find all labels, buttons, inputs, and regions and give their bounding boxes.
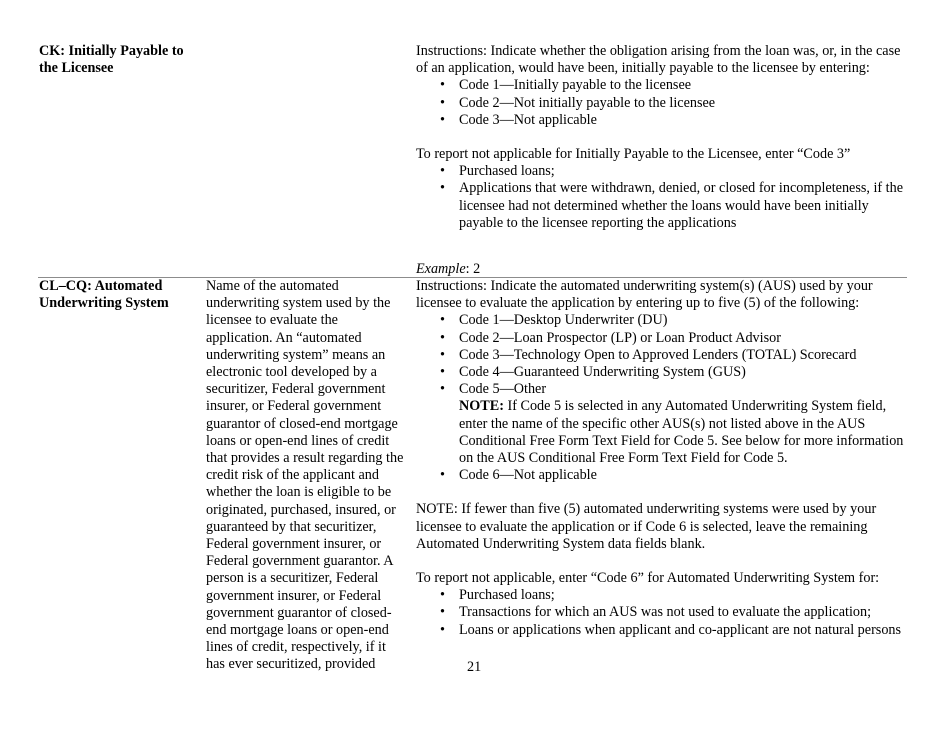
row-cl-cq-na-intro: To report not applicable, enter “Code 6” for Automated Underwriting System for:	[416, 570, 880, 587]
code-5-label: Code 5—Other	[459, 381, 547, 398]
list-item	[416, 381, 906, 467]
list-item: • Loans or applications when applicant and co-applicant are not natural persons	[416, 622, 906, 639]
row-ck-na-intro: To report not applicable for Initially Payable to the Licensee, enter “Code 3”	[416, 146, 851, 163]
row-ck-instructions-cell	[416, 43, 906, 232]
row-ck-label-line-2: the Licensee	[39, 60, 114, 77]
example-label: Example	[416, 261, 466, 277]
list-item: • Code 4—Guaranteed Underwriting System (GUS)	[416, 364, 906, 381]
row-cl-cq-field-label	[39, 278, 204, 312]
list-item: • Code 6—Not applicable	[416, 467, 906, 484]
note-text: If Code 5 is selected in any Automated Underwriting System field, enter the name of the specific other AUS(s) not listed above in the AUS Conditional Free Form Text Field for Code 5. See below for more information on the AUS Conditional Free Form Text Field for Code 5.	[459, 398, 904, 467]
note-label: NOTE:	[459, 398, 504, 415]
list-item: • Applications that were withdrawn, denied, or closed for incompleteness, if the licensee had not determined whether the loans would have been initially payable to the licensee reporting the applications	[416, 180, 906, 232]
row-cl-cq-code-list	[416, 312, 906, 484]
page-number: 21	[467, 659, 482, 675]
row-ck-instructions: Instructions: Indicate whether the obligation arising from the loan was, or, in the case of an application, would have been, initially payable to the licensee by entering:	[416, 43, 901, 77]
list-item: • Code 2—Not initially payable to the licensee	[416, 95, 906, 112]
row-cl-cq-description: Name of the automated underwriting system used by the licensee to evaluate the application. An “automated underwriting system” means an electronic tool developed by a securitizer, Federal government insurer, or Federal government guarantor of closed-end mortgage loans or open-end lines of credit that provides a result regarding the credit risk of the applicant and whether the loan is eligible to be originated, purchased, insured, or guaranteed by that securitizer, Federal government insurer, or Federal government guarantor. A person is a securitizer, Federal government insurer, or Federal government guarantor of closed-end mortgage loans or open-end lines of credit, respectively, if it has ever securitized, provided	[206, 278, 404, 673]
list-item: • Code 1—Desktop Underwriter (DU)	[416, 312, 906, 329]
list-item: • Purchased loans;	[416, 587, 906, 604]
row-cl-cq-instructions-cell	[416, 278, 906, 639]
row-ck-example	[416, 261, 906, 278]
row-cl-cq-instructions: Instructions: Indicate the automated underwriting system(s) (AUS) used by your licensee to evaluate the application by entering up to five (5) of the following:	[416, 278, 873, 312]
row-cl-cq-note-2: NOTE: If fewer than five (5) automated underwriting systems were used by your licensee to evaluate the application or if Code 6 is selected, leave the remaining Automated Underwriting System data fields blank.	[416, 501, 877, 552]
list-item: • Code 3—Technology Open to Approved Lenders (TOTAL) Scorecard	[416, 347, 906, 364]
list-item: • Purchased loans;	[416, 163, 906, 180]
list-item: • Code 3—Not applicable	[416, 112, 906, 129]
row-cl-cq-na-list	[416, 587, 906, 639]
row-ck-field-label	[39, 43, 204, 77]
row-cl-cq-label-line-2: Underwriting System	[39, 295, 169, 312]
row-cl-cq-label-line-1: CL–CQ: Automated	[39, 278, 163, 294]
row-ck-label-line-1: CK: Initially Payable to	[39, 43, 184, 59]
list-item: • Code 2—Loan Prospector (LP) or Loan Product Advisor	[416, 330, 906, 347]
list-item: • Transactions for which an AUS was not used to evaluate the application;	[416, 604, 906, 621]
example-value: : 2	[465, 261, 481, 277]
list-item: • Code 1—Initially payable to the licensee	[416, 77, 906, 94]
row-ck-na-list	[416, 163, 906, 232]
row-ck-code-list	[416, 77, 906, 129]
